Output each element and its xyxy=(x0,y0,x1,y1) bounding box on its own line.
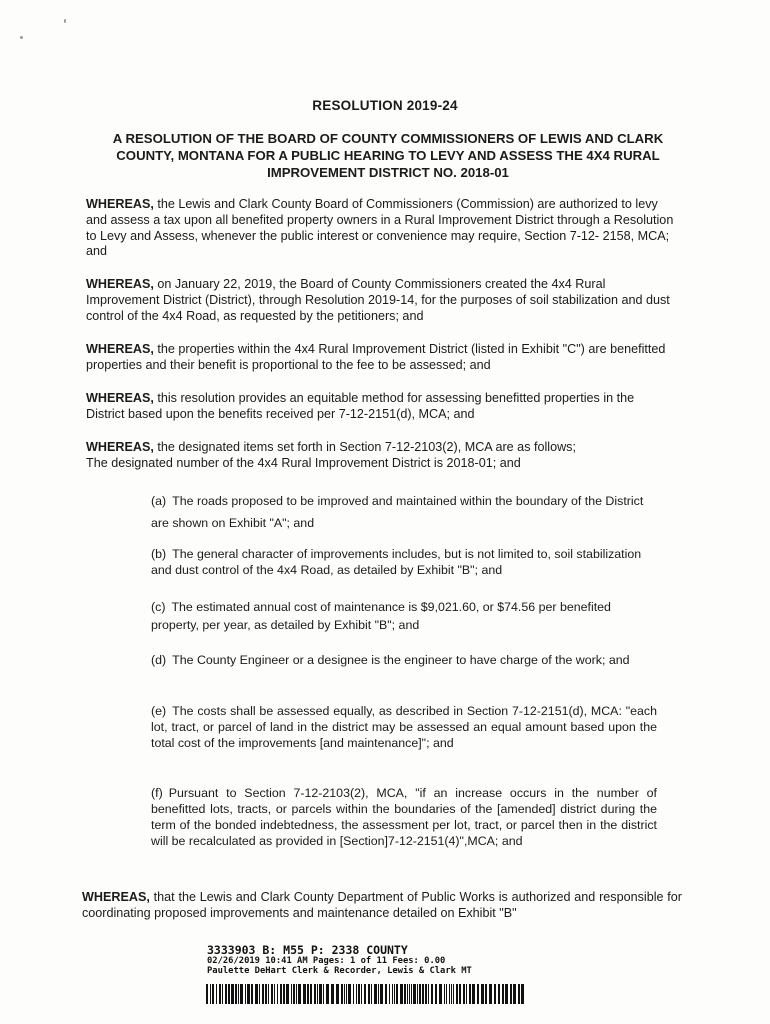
barcode-bar xyxy=(425,984,427,1004)
barcode-bar xyxy=(394,984,395,1004)
item-e xyxy=(151,703,657,751)
item-label: (a) xyxy=(151,494,167,508)
barcode-bar xyxy=(521,984,524,1004)
barcode-bar xyxy=(346,984,347,1004)
barcode-bar xyxy=(361,984,362,1004)
barcode-bar xyxy=(231,984,234,1004)
paragraph-text: The designated number of the 4x4 Rural Improvement District is 2018-01; and xyxy=(86,455,521,470)
stamp-line: Paulette DeHart Clerk & Recorder, Lewis & Clark MT xyxy=(207,966,472,976)
item-text: The roads proposed to be improved and maintained within the boundary of the District are shown on Exhibit "A"; and xyxy=(151,494,644,530)
item-text: Pursuant to Section 7-12-2103(2), MCA, "if an increase occurs in the number of benefitted lots, tracts, or parcels within the boundaries of the [amended] district during the term of the bonded indebtedness, the assessment per lot, tract, or parcel then in the district will be recalculated as provided in [Section]7-12-2151(4)",MCA; and xyxy=(151,786,657,848)
heading-line: A RESOLUTION OF THE BOARD OF COUNTY COMMISSIONERS OF LEWIS AND CLARK xyxy=(112,131,664,146)
barcode-bar xyxy=(485,984,487,1004)
barcode-bar xyxy=(417,984,418,1004)
barcode-bar xyxy=(240,984,243,1004)
barcode-bar xyxy=(298,984,301,1004)
barcode-bar xyxy=(510,984,512,1004)
barcode-bar xyxy=(222,984,223,1004)
barcode-bar xyxy=(219,984,221,1004)
barcode-bar xyxy=(225,984,227,1004)
barcode-bar xyxy=(451,984,452,1004)
scan-speck xyxy=(20,36,23,39)
barcode-bar xyxy=(489,984,492,1004)
barcode-bar xyxy=(277,984,278,1004)
barcode-bar xyxy=(210,984,211,1004)
barcode-bar xyxy=(336,984,339,1004)
barcode-bar xyxy=(255,984,258,1004)
item-text: The County Engineer or a designee is the engineer to have charge of the work; and xyxy=(172,653,630,667)
barcode-bar xyxy=(428,984,429,1004)
barcode-bar xyxy=(505,984,508,1004)
barcode-bar xyxy=(356,984,357,1004)
barcode-bar xyxy=(274,984,275,1004)
barcode-bar xyxy=(303,984,306,1004)
barcode-bar xyxy=(385,984,387,1004)
barcode-bar xyxy=(456,984,458,1004)
barcode-bar xyxy=(368,984,370,1004)
whereas-paragraph-3 xyxy=(86,342,676,374)
barcode-bar xyxy=(371,984,372,1004)
barcode-bar xyxy=(411,984,412,1004)
whereas-label: WHEREAS, xyxy=(86,440,154,454)
heading-line: COUNTY, MONTANA FOR A PUBLIC HEARING TO LEVY AND ASSESS THE 4X4 RURAL xyxy=(116,148,660,163)
barcode-bar xyxy=(247,984,250,1004)
barcode-bar xyxy=(518,984,520,1004)
barcode-bar xyxy=(216,984,217,1004)
barcode-bar xyxy=(286,984,289,1004)
barcode-bar xyxy=(259,984,260,1004)
barcode-bar xyxy=(358,984,360,1004)
barcode-bar xyxy=(422,984,424,1004)
resolution-title: RESOLUTION 2019-24 xyxy=(312,98,458,113)
barcode-bar xyxy=(463,984,465,1004)
item-b xyxy=(151,546,657,578)
barcode-bar xyxy=(378,984,379,1004)
barcode-bar xyxy=(206,984,208,1004)
scan-speck xyxy=(64,19,66,23)
barcode-bar xyxy=(291,984,292,1004)
barcode-bar xyxy=(319,984,322,1004)
barcode-bar xyxy=(271,984,273,1004)
barcode-bar xyxy=(407,984,408,1004)
barcode-bar xyxy=(238,984,239,1004)
whereas-paragraph-final xyxy=(82,890,682,922)
item-d xyxy=(151,652,657,668)
barcode-bar xyxy=(481,984,484,1004)
barcode-bar xyxy=(268,984,269,1004)
whereas-paragraph-1 xyxy=(86,197,676,260)
barcode-bar xyxy=(396,984,398,1004)
barcode-bar xyxy=(331,984,334,1004)
barcode-bar xyxy=(431,984,433,1004)
whereas-label: WHEREAS, xyxy=(86,277,154,291)
barcode-bar xyxy=(498,984,500,1004)
barcode-bar xyxy=(228,984,230,1004)
barcode-bar xyxy=(380,984,383,1004)
barcode-bar xyxy=(280,984,282,1004)
barcode-bar xyxy=(404,984,406,1004)
barcode-bar xyxy=(245,984,246,1004)
barcode-bar xyxy=(419,984,421,1004)
recording-stamp xyxy=(207,944,472,976)
barcode-bar xyxy=(494,984,496,1004)
barcode-bar xyxy=(265,984,267,1004)
barcode-bar xyxy=(469,984,471,1004)
barcode-bar xyxy=(400,984,403,1004)
barcode-bar xyxy=(413,984,416,1004)
paragraph-text: the Lewis and Clark County Board of Commissioners (Commission) are authorized to levy and assess a tax upon all benefited property owners in a Rural Improvement District through a Resolution to Levy and Assess, whenever the public interest or convenience may require, Section 7-12- 2158, MCA; and xyxy=(86,197,674,259)
barcode-bar xyxy=(310,984,312,1004)
whereas-label: WHEREAS, xyxy=(86,342,154,356)
barcode-bar xyxy=(307,984,309,1004)
whereas-label: WHEREAS, xyxy=(86,391,154,405)
item-text: The estimated annual cost of maintenance is $9,021.60, or $74.56 per benefited property, per year, as detailed by Exhibit "B"; and xyxy=(151,600,611,632)
barcode-bar xyxy=(466,984,467,1004)
barcode-bar xyxy=(251,984,253,1004)
barcode-bar xyxy=(348,984,351,1004)
barcode-bar xyxy=(446,984,447,1004)
item-label: (e) xyxy=(151,704,167,718)
barcode-bar xyxy=(344,984,345,1004)
paragraph-text: this resolution provides an equitable method for assessing benefitted properties in the District based upon the benefits received per 7-12-2151(d), MCA; and xyxy=(86,391,635,421)
whereas-label: WHEREAS, xyxy=(82,890,150,904)
barcode-bar xyxy=(392,984,393,1004)
barcode-bar xyxy=(409,984,410,1004)
barcode-bar xyxy=(326,984,329,1004)
barcode-bar xyxy=(435,984,437,1004)
barcode-bar xyxy=(262,984,264,1004)
heading-line: IMPROVEMENT DISTRICT NO. 2018-01 xyxy=(267,165,509,180)
barcode-bar xyxy=(364,984,366,1004)
recording-barcode xyxy=(206,984,528,1004)
barcode-bar xyxy=(444,984,445,1004)
stamp-line: 3333903 B: M55 P: 2338 COUNTY xyxy=(207,943,408,957)
item-label: (f) xyxy=(151,786,163,800)
barcode-bar xyxy=(235,984,237,1004)
barcode-bar xyxy=(314,984,316,1004)
item-c xyxy=(151,598,657,634)
item-f xyxy=(151,785,657,849)
barcode-bar xyxy=(389,984,390,1004)
barcode-bar xyxy=(353,984,354,1004)
resolution-heading xyxy=(90,130,686,181)
item-a xyxy=(151,490,657,534)
paragraph-text: the designated items set forth in Section 7-12-2103(2), MCA are as follows; xyxy=(153,440,576,454)
item-text: The costs shall be assessed equally, as described in Section 7-12-2151(d), MCA: "each lot, tract, or parcel of land in the district may be assessed an equal amount based upon the total cost of the improvements [and maintenance]"; and xyxy=(151,704,657,750)
barcode-bar xyxy=(513,984,516,1004)
paragraph-text: the properties within the 4x4 Rural Improvement District (listed in Exhibit "C") are benefitted properties and their benefit is proportional to the fee to be assessed; and xyxy=(86,342,666,372)
item-label: (c) xyxy=(151,600,166,614)
whereas-paragraph-4 xyxy=(86,391,676,423)
whereas-paragraph-2 xyxy=(86,277,676,324)
barcode-bar xyxy=(296,984,297,1004)
whereas-paragraph-5 xyxy=(86,440,676,472)
paragraph-text: that the Lewis and Clark County Department of Public Works is authorized and responsible for coordinating proposed improvements and maintenance detailed on Exhibit "B" xyxy=(82,890,682,920)
barcode-bar xyxy=(374,984,377,1004)
barcode-bar xyxy=(472,984,475,1004)
barcode-bar xyxy=(459,984,461,1004)
barcode-bar xyxy=(317,984,318,1004)
barcode-bar xyxy=(341,984,343,1004)
barcode-bar xyxy=(283,984,285,1004)
item-text: The general character of improvements includes, but is not limited to, soil stabilization and dust control of the 4x4 Road, as detailed by Exhibit "B"; and xyxy=(151,547,642,577)
barcode-bar xyxy=(453,984,454,1004)
whereas-label: WHEREAS, xyxy=(86,197,154,211)
barcode-bar xyxy=(449,984,450,1004)
item-label: (d) xyxy=(151,653,167,667)
barcode-bar xyxy=(323,984,324,1004)
barcode-bar xyxy=(502,984,504,1004)
item-label: (b) xyxy=(151,547,167,561)
stamp-line: 02/26/2019 10:41 AM Pages: 1 of 11 Fees: 0.00 xyxy=(207,956,446,966)
paragraph-text: on January 22, 2019, the Board of County Commissioners created the 4x4 Rural Improvement District (District), through Resolution 2019-14, for the purposes of soil stabilization and dust control of the 4x4 Road, as requested by the petitioners; and xyxy=(86,277,670,323)
barcode-bar xyxy=(212,984,214,1004)
barcode-bar xyxy=(293,984,295,1004)
barcode-bar xyxy=(477,984,479,1004)
barcode-bar xyxy=(439,984,442,1004)
